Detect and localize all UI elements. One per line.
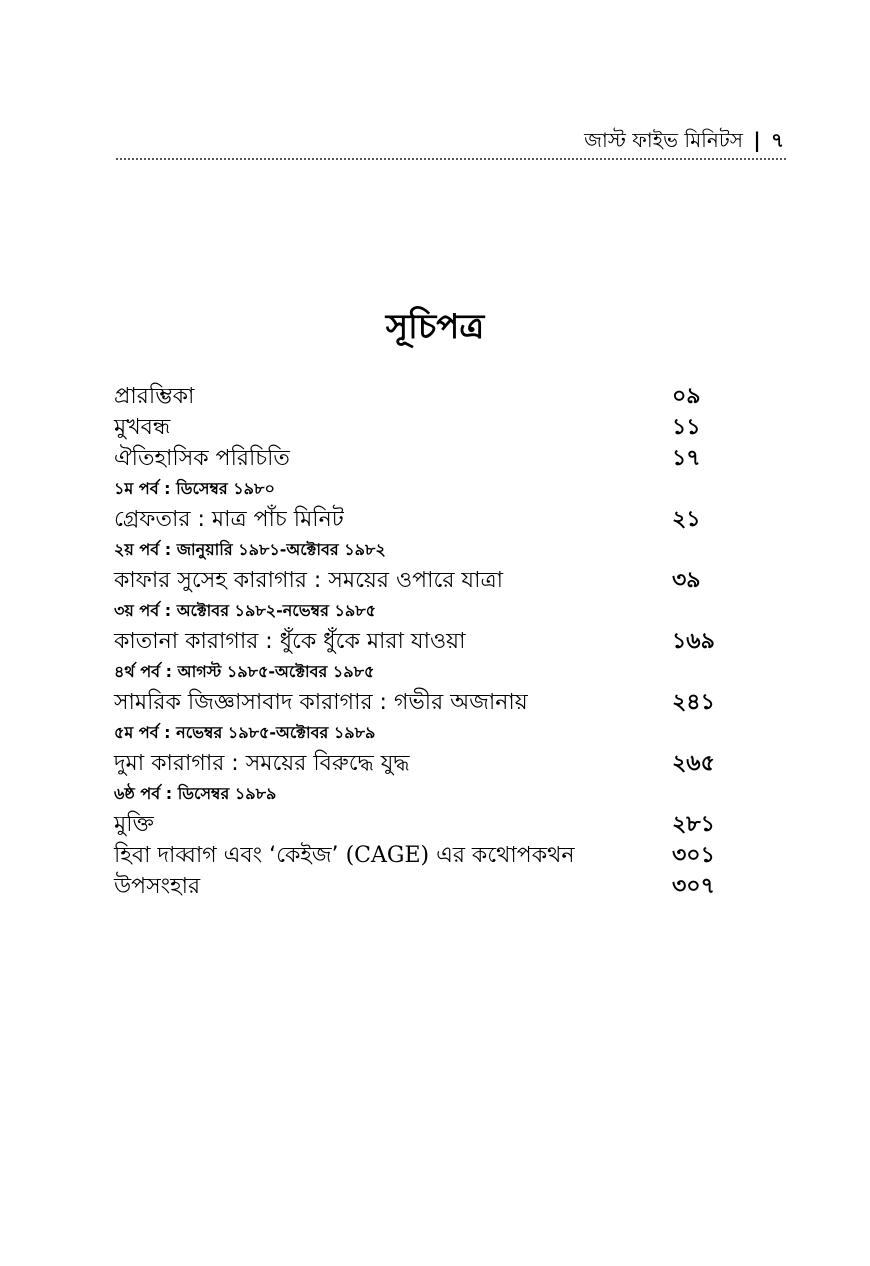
toc-entry xyxy=(114,840,724,871)
toc-entry-page: ৩০১ xyxy=(672,843,715,868)
running-header-book-title: জাস্ট ফাইভ মিনিটস xyxy=(584,128,743,152)
toc-entry-page: ১৭ xyxy=(672,446,701,471)
toc-entry xyxy=(114,381,724,412)
toc-entry-title: সামরিক জিজ্ঞাসাবাদ কারাগার : গভীর অজানায় xyxy=(114,690,528,715)
running-header-separator: | xyxy=(753,128,761,152)
toc-entry xyxy=(114,809,724,840)
toc-entry-page: ২৮১ xyxy=(672,812,715,837)
toc-entry-page: ১৬৯ xyxy=(672,629,715,654)
toc-title: সূচিপত্র xyxy=(385,307,485,347)
toc-part-heading: ২য় পর্ব : জানুয়ারি ১৯৮১-অক্টোবর ১৯৮২ xyxy=(114,540,386,559)
toc-entry-title: প্রারম্ভিকা xyxy=(114,384,195,409)
toc-entry xyxy=(114,504,724,535)
toc-entry-title: দুমা কারাগার : সময়ের বিরুদ্ধে যুদ্ধ xyxy=(114,751,410,776)
toc-entry-page: ২৪১ xyxy=(672,690,715,715)
toc-entry-page: ২৬৫ xyxy=(672,751,715,776)
toc-entry-title-suffix: এর কথোপকথন xyxy=(429,843,575,868)
toc-entry xyxy=(114,565,724,596)
toc-entry-title: কাফার সুসেহ কারাগার : সময়ের ওপারে যাত্রা xyxy=(114,568,504,593)
toc-entry-title: ঐতিহাসিক পরিচিতি xyxy=(114,446,290,471)
toc-entry xyxy=(114,626,724,657)
toc-part-heading: ৩য় পর্ব : অক্টোবর ১৯৮২-নভেম্বর ১৯৮৫ xyxy=(114,601,376,620)
toc-part-heading: ৬ষ্ঠ পর্ব : ডিসেম্বর ১৯৮৯ xyxy=(114,784,277,803)
toc-entry-page: ০৯ xyxy=(672,384,701,409)
toc-entry-page: ৩৯ xyxy=(672,568,701,593)
toc-entry-title-latin: (CAGE) xyxy=(345,843,430,868)
toc-entry-title-prefix: হিবা দাব্বাগ এবং ‘কেইজ’ xyxy=(114,843,346,868)
toc-part-heading: ৪র্থ পর্ব : আগস্ট ১৯৮৫-অক্টোবর ১৯৮৫ xyxy=(114,662,375,681)
toc-part-heading: ১ম পর্ব : ডিসেম্বর ১৯৮০ xyxy=(114,479,275,498)
toc-entry-title xyxy=(114,840,574,871)
toc-entry xyxy=(114,748,724,779)
toc-entry-page: ৩০৭ xyxy=(672,874,715,899)
header-dotted-rule xyxy=(116,158,786,160)
toc-part-heading: ৫ম পর্ব : নভেম্বর ১৯৮৫-অক্টোবর ১৯৮৯ xyxy=(114,723,376,742)
toc-entry-title: কাতানা কারাগার : ধুঁকে ধুঁকে মারা যাওয়া xyxy=(114,629,466,654)
toc-entry xyxy=(114,871,724,902)
running-header xyxy=(584,126,784,154)
toc-entry-page: ২১ xyxy=(672,507,701,532)
toc-entry-page: ১১ xyxy=(672,415,701,440)
toc-entry-title: মুক্তি xyxy=(114,812,154,837)
table-of-contents xyxy=(114,381,724,902)
toc-entry xyxy=(114,687,724,718)
running-header-page-number: ৭ xyxy=(770,128,784,152)
toc-entry-title: উপসংহার xyxy=(114,874,201,899)
toc-entry-title: মুখবন্ধ xyxy=(114,415,171,440)
toc-entry-title: গ্রেফতার : মাত্র পাঁচ মিনিট xyxy=(114,507,344,532)
toc-entry xyxy=(114,412,724,443)
toc-entry xyxy=(114,443,724,474)
